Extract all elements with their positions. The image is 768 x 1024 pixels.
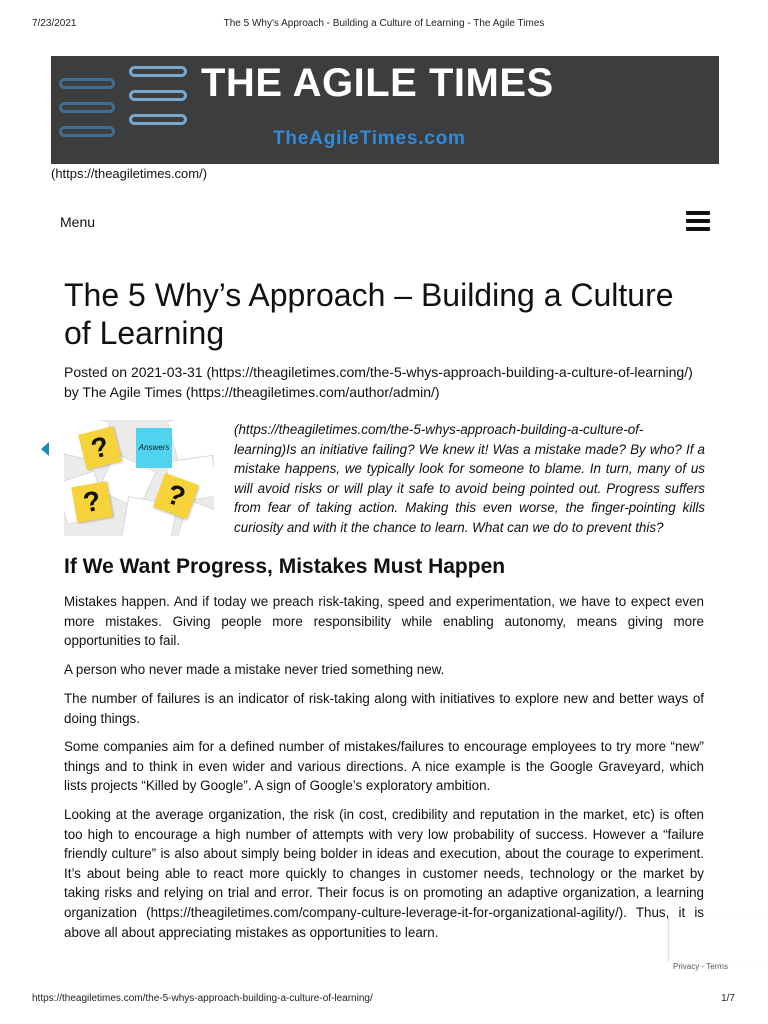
sticky-note: ? [153, 473, 199, 519]
logo-bar-icon [129, 114, 187, 125]
body-paragraph: Looking at the average organization, the risk (in cost, credibility and reputation in the market, etc) is often too high to encourage a high number of attempts with very low probability of success. However a “failure friendly culture” is also about simply being bolder in ideas and execution, about the courage to experiment. It’s about being able to react more quickly to changes in customer needs, technology or the market by taking risks and relying on trial and error. Their focus is on promoting an adaptive organization, a learning organization (https://theagiletimes.com/company-culture-leverage-it-for-organizational-agility/). Thus, it is above all about appreciating mistakes as opportunities to learn. [64, 807, 704, 940]
body-paragraph: Mistakes happen. And if today we preach risk-taking, speed and experimentation, we have to expect even more mistakes. Giving people more responsibility while enabling autonomy, means giving more opportunities to fail. [64, 594, 704, 649]
body-paragraph: The number of failures is an indicator of risk-taking along with initiatives to explore new and better ways of doing things. [64, 691, 704, 726]
hamburger-line [686, 219, 710, 223]
logo-bar-icon [59, 126, 115, 137]
logo-bar-icon [59, 102, 115, 113]
sticky-note: ? [71, 481, 113, 523]
recaptcha-badge[interactable] [668, 918, 768, 962]
recaptcha-privacy-terms[interactable]: Privacy - Terms [673, 962, 728, 971]
article-featured-image[interactable] [64, 420, 214, 536]
logo-bar-icon [59, 78, 115, 89]
page-number: 1/7 [721, 993, 735, 1004]
home-link[interactable]: (https://theagiletimes.com/) [51, 166, 208, 181]
print-date: 7/23/2021 [32, 18, 77, 29]
hamburger-menu-icon[interactable] [686, 211, 710, 231]
answers-note: Answers [136, 428, 172, 468]
menu-label[interactable]: Menu [60, 214, 96, 230]
section-heading: If We Want Progress, Mistakes Must Happen [64, 555, 506, 578]
article-intro: (https://theagiletimes.com/the-5-whys-approach-building-a-culture-of-learning)Is an initiative failing? We knew it! Was a mistake made? By who? If a mistake happens, we typically look for someone to blame. In turn, many of us will avoid risks or will play it safe to avoid being pointed out. Progress suffers from fear of taking action. Making this even worse, the finger-pointing kills curiosity and with it the chance to learn. What can we do to prevent this? [234, 422, 705, 535]
body-paragraph: A person who never made a mistake never tried something new. [64, 662, 445, 677]
caret-left-icon[interactable] [41, 442, 49, 456]
sticky-note: ? [78, 426, 122, 470]
logo-bar-icon [129, 90, 187, 101]
print-header [0, 18, 768, 32]
article-title: The 5 Why’s Approach – Building a Culture of Learning [64, 277, 674, 351]
body-paragraph: Some companies aim for a defined number of mistakes/failures to encourage employees to try more “new” things and to think in even wider and various directions. A nice example is the Google Graveyard, which lists projects “Killed by Google”. A sign of Google’s exploratory ambition. [64, 739, 704, 794]
post-meta[interactable]: Posted on 2021-03-31 (https://theagiletimes.com/the-5-whys-approach-building-a-culture-of-learning/) by The Agile Times (https://theagiletimes.com/author/admin/) [64, 364, 693, 400]
print-document-title: The 5 Why's Approach - Building a Culture of Learning - The Agile Times [223, 18, 545, 29]
hamburger-line [686, 227, 710, 231]
brand-name: THE AGILE TIMES [201, 61, 554, 105]
print-url: https://theagiletimes.com/the-5-whys-approach-building-a-culture-of-learning/ [32, 993, 373, 1004]
logo-bar-icon [129, 66, 187, 77]
site-banner-logo[interactable] [51, 56, 719, 164]
hamburger-line [686, 211, 710, 215]
brand-site-url: TheAgileTimes.com [273, 128, 466, 149]
